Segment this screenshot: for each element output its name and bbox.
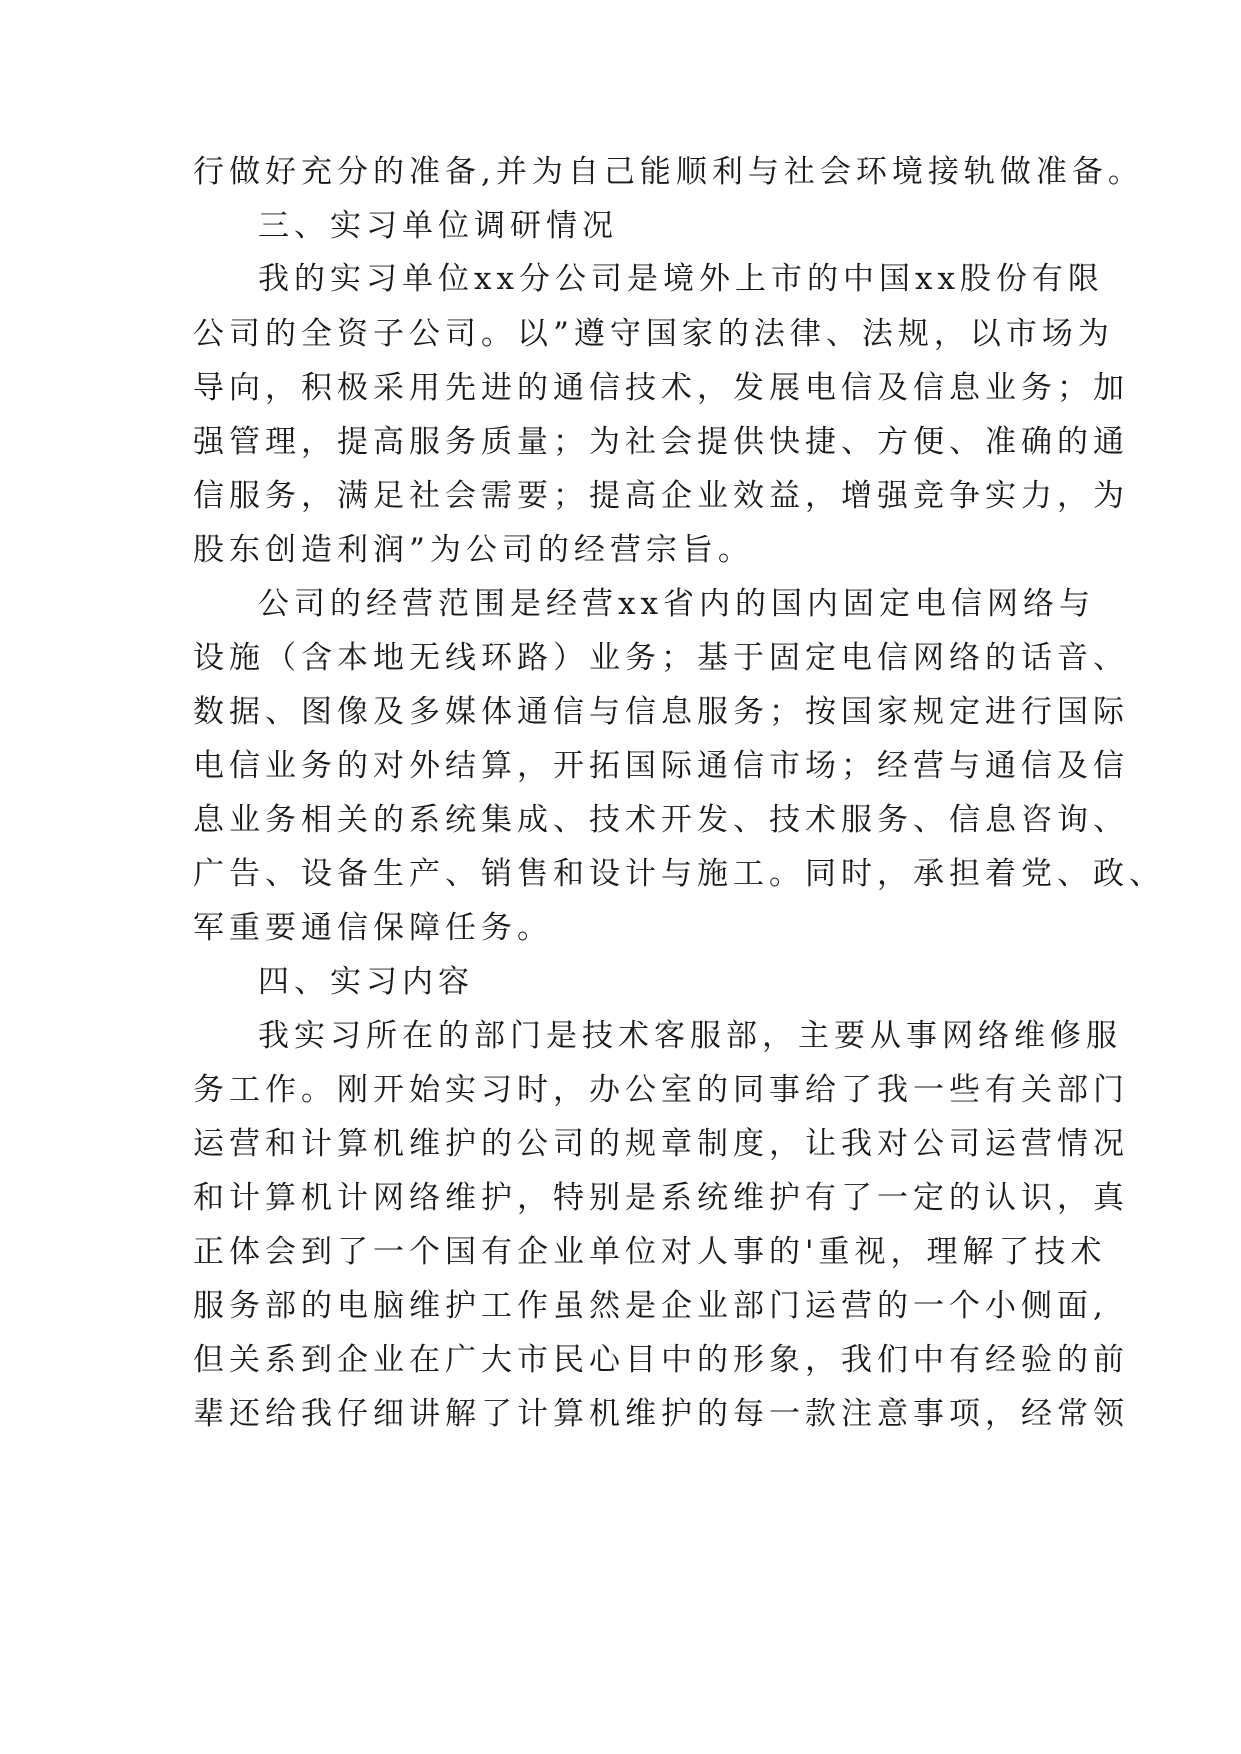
text-line: 公司的全资子公司。以”遵守国家的法律、法规，以市场为	[193, 316, 1114, 352]
text-line: 广告、设备生产、销售和设计与施工。同时，承担着党、政、	[193, 856, 1165, 892]
text-line: 电信业务的对外结算，开拓国际通信市场；经营与通信及信	[193, 748, 1129, 784]
text-line: 辈还给我仔细讲解了计算机维护的每一款注意事项，经常领	[193, 1396, 1129, 1432]
text-line: 导向，积极采用先进的通信技术，发展电信及信息业务；加	[193, 370, 1129, 406]
text-line: 信服务，满足社会需要；提高企业效益，增强竞争实力，为	[193, 478, 1129, 514]
section-heading: 四、实习内容	[258, 964, 474, 1000]
section-heading: 三、实习单位调研情况	[258, 208, 618, 244]
text-line: 正体会到了一个国有企业单位对人事的'重视，理解了技术	[193, 1234, 1107, 1270]
text-line: 务工作。刚开始实习时，办公室的同事给了我一些有关部门	[193, 1072, 1129, 1108]
text-line: 运营和计算机维护的公司的规章制度，让我对公司运营情况	[193, 1126, 1129, 1162]
text-line: 行做好充分的准备,并为自己能顺利与社会环境接轨做准备。	[193, 154, 1144, 190]
text-line: 服务部的电脑维护工作虽然是企业部门运营的一个小侧面,	[193, 1288, 1108, 1324]
text-line: 和计算机计网络维护，特别是系统维护有了一定的认识，真	[193, 1180, 1129, 1216]
text-line: 股东创造利润”为公司的经营宗旨。	[193, 532, 754, 568]
text-line: 设施（含本地无线环路）业务；基于固定电信网络的话音、	[193, 640, 1129, 676]
text-line: 公司的经营范围是经营xx省内的国内固定电信网络与	[258, 586, 1095, 622]
text-line: 强管理，提高服务质量；为社会提供快捷、方便、准确的通	[193, 424, 1129, 460]
text-line: 但关系到企业在广大市民心目中的形象，我们中有经验的前	[193, 1342, 1129, 1378]
text-line: 息业务相关的系统集成、技术开发、技术服务、信息咨询、	[193, 802, 1129, 838]
text-line: 我实习所在的部门是技术客服部，主要从事网络维修服	[258, 1018, 1122, 1054]
text-line: 我的实习单位xx分公司是境外上市的中国xx股份有限	[258, 261, 1104, 297]
text-line: 数据、图像及多媒体通信与信息服务；按国家规定进行国际	[193, 694, 1129, 730]
text-line: 军重要通信保障任务。	[193, 910, 553, 946]
